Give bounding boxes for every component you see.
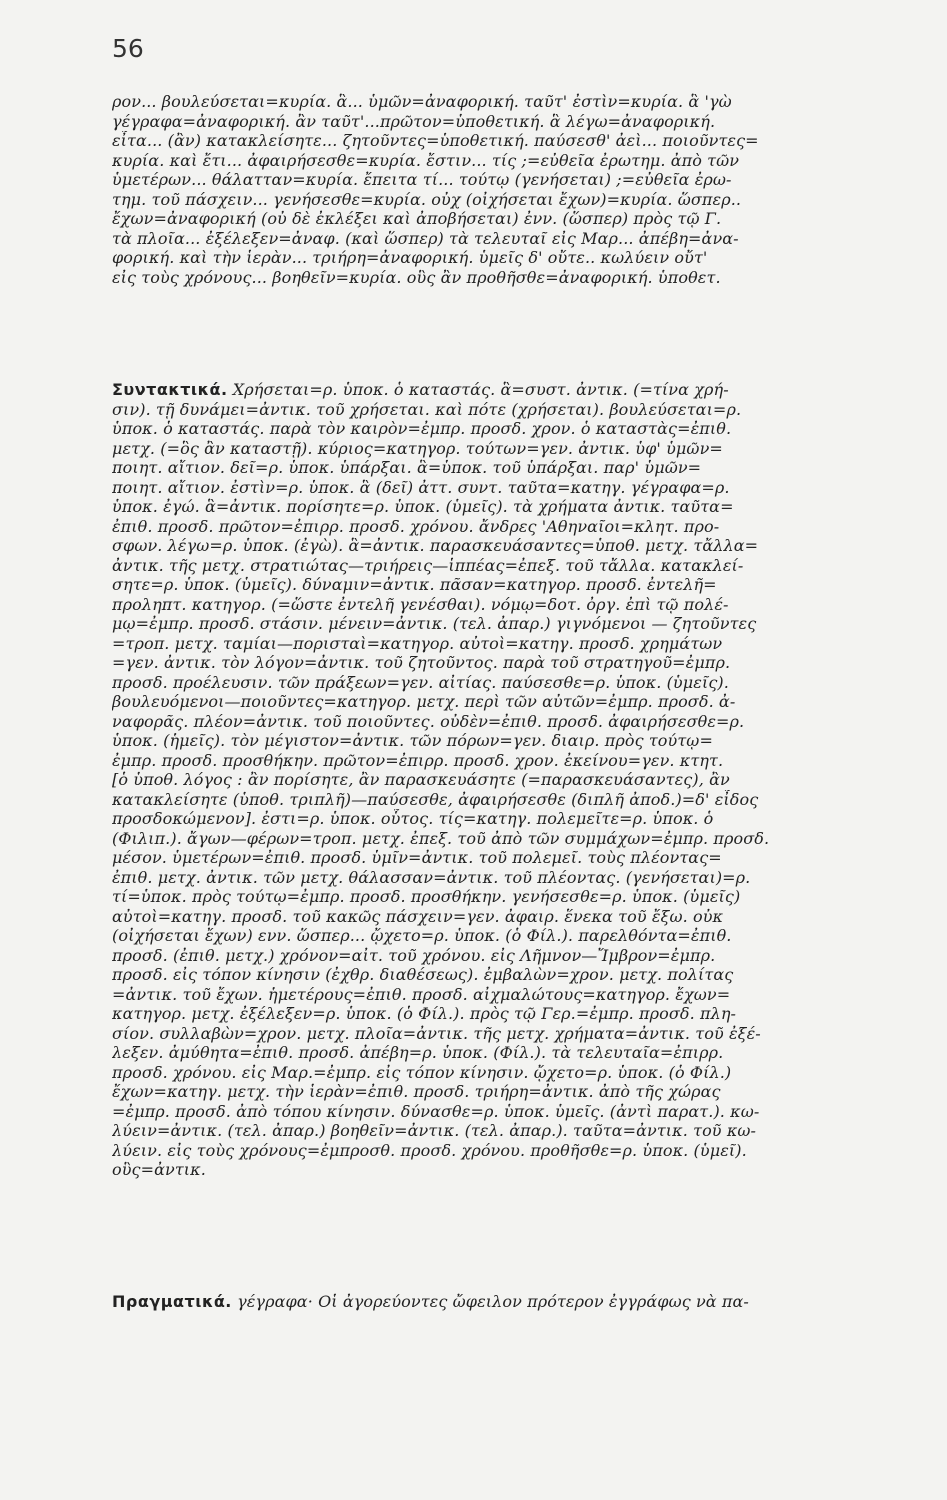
syntax-line: μῳ=ἐμπρ. προσδ. στάσιν. μένειν=ἀντικ. (τελ. ἀπαρ.) γιγνόμενοι — ζητοῦντες	[112, 614, 757, 633]
syntax-line: προσδ. χρόνου. εἰς Μαρ.=ἐμπρ. εἰς τόπον κίνησιν. ᾤχετο=ρ. ὑποκ. (ὁ Φίλ.)	[112, 1062, 732, 1082]
page-number: 56	[112, 34, 144, 63]
syntax-line: κατηγορ. μετχ. ἐξέλεξεν=ρ. ὑποκ. (ὁ Φίλ.). πρὸς τῷ Γερ.=ἐμπρ. προσδ. πλη-	[112, 1004, 737, 1023]
syntax-line: ναφορᾶς. πλέον=ἀντικ. τοῦ ποιοῦντες. οὐδὲν=ἐπιθ. προσδ. ἀφαιρήσεσθε=ρ.	[112, 711, 745, 731]
syntax-line: ἐμπρ. προσδ. προσθήκην. πρῶτον=ἐπιρρ. προσδ. χρον. ἐκείνου=γεν. κτητ.	[112, 750, 724, 770]
pragmatika-heading: Πραγματικά.	[112, 1292, 232, 1311]
analysis-line: εἶτα... (ἂν) κατακλείσητε... ζητοῦντες=ὑποθετική. παύσεσθ' ἀεὶ... ποιοῦντες=	[112, 131, 759, 150]
syntax-line: οὓς=ἀντικ.	[112, 1160, 206, 1179]
syntax-line: προσδ. προέλευσιν. τῶν πράξεων=γεν. αἰτίας. παύσεσθε=ρ. ὑποκ. (ὑμεῖς).	[112, 672, 729, 692]
syntax-line: προσδοκώμενον]. ἐστι=ρ. ὑποκ. οὗτος. τίς=κατηγ. πολεμεῖτε=ρ. ὑποκ. ὁ	[112, 809, 714, 828]
syntax-line: (οἰχήσεται ἔχων) ενν. ὥσπερ... ᾤχετο=ρ. ὑποκ. (ὁ Φίλ.). παρελθόντα=ἐπιθ.	[112, 926, 732, 945]
syntax-line: προσδ. εἰς τόπον κίνησιν (ἐχθρ. διαθέσεως). ἐμβαλὼν=χρον. μετχ. πολίτας	[112, 965, 734, 984]
pragmatika-first-line	[112, 1292, 947, 1312]
syntax-line: [ὁ ὑποθ. λόγος : ἂν πορίσητε, ἂν παρασκευάσητε (=παρασκευάσαντες), ἂν	[112, 770, 730, 789]
syntax-line: ἐπιθ. προσδ. πρῶτον=ἐπιρρ. προσδ. χρόνου. ἄνδρες 'Αθηναῖοι=κλητ. προ-	[112, 516, 720, 536]
syntax-line: =γεν. ἀντικ. τὸν λόγον=ἀντικ. τοῦ ζητοῦντος. παρὰ τοῦ στρατηγοῦ=ἐμπρ.	[112, 653, 731, 672]
analysis-line: ρον... βουλεύσεται=κυρία. ἃ... ὑμῶν=ἀναφορική. ταῦτ' ἐστὶν=κυρία. ἃ 'γὼ	[112, 92, 732, 111]
analysis-line: ὑμετέρων... θάλατταν=κυρία. ἔπειτα τί... τούτῳ (γενήσεται) ;=εὐθεῖα ἐρω-	[112, 170, 732, 189]
paragraph-pragmatika	[112, 1292, 947, 1312]
syntax-line: προληπτ. κατηγορ. (=ὥστε ἐντελῆ γενέσθαι). νόμῳ=δοτ. ὀργ. ἐπὶ τῷ πολέ-	[112, 594, 729, 614]
syntax-line: λύειν=ἀντικ. (τελ. ἀπαρ.) βοηθεῖν=ἀντικ. (τελ. ἀπαρ.). ταῦτα=ἀντικ. τοῦ κω-	[112, 1121, 757, 1140]
syntax-line: ποιητ. αἴτιον. δεῖ=ρ. ὑποκ. ὑπάρξαι. ἃ=ὑποκ. τοῦ ὑπάρξαι. παρ' ὑμῶν=	[112, 458, 702, 477]
syntax-line: =τροπ. μετχ. ταμίαι—πορισταὶ=κατηγορ. αὐτοὶ=κατηγ. προσδ. χρημάτων	[112, 633, 723, 653]
syntax-line: ὑποκ. ἐγώ. ἃ=ἀντικ. πορίσητε=ρ. ὑποκ. (ὑμεῖς). τὰ χρήματα ἀντικ. ταῦτα=	[112, 497, 734, 516]
syntax-line: κατακλείσητε (ὑποθ. τριπλῆ)—παύσεσθε, ἀφαιρήσεσθε (διπλῆ ἀποδ.)=δ' εἶδος	[112, 789, 759, 809]
syntax-line: (Φιλιπ.). ἄγων—φέρων=τροπ. μετχ. ἐπεξ. τοῦ ἀπὸ τῶν συμμάχων=ἐμπρ. προσδ.	[112, 828, 770, 848]
paragraph-syntax	[112, 380, 947, 1180]
pragmatika-line-0: γέγραφα· Οἱ ἀγορεύοντες ὤφειλον πρότερον ἐγγράφως νὰ πα-	[237, 1292, 749, 1311]
syntax-line: ὑποκ. ὁ καταστάς. παρὰ τὸν καιρὸν=ἐμπρ. προσδ. χρον. ὁ καταστὰς=ἐπιθ.	[112, 419, 732, 438]
analysis-line: εἰς τοὺς χρόνους... βοηθεῖν=κυρία. οὓς ἂν προθῆσθε=ἀναφορική. ὑποθετ.	[112, 267, 721, 287]
syntax-line: ποιητ. αἴτιον. ἐστὶν=ρ. ὑποκ. ἃ (δεῖ) ἀττ. συντ. ταῦτα=κατηγ. γέγραφα=ρ.	[112, 477, 730, 497]
syntax-line: μέσον. ὑμετέρων=ἐπιθ. προσδ. ὑμῖν=ἀντικ. τοῦ πολεμεῖ. τοὺς πλέοντας=	[112, 848, 722, 867]
analysis-line: φορική. καὶ τὴν ἱερὰν... τριήρη=ἀναφορική. ὑμεῖς δ' οὔτε.. κωλύειν οὔτ'	[112, 248, 708, 267]
syntax-heading: Συντακτικά.	[112, 380, 228, 399]
syntax-line: σιν). τῇ δυνάμει=ἀντικ. τοῦ χρήσεται. καὶ πότε (χρήσεται). βουλεύσεται=ρ.	[112, 399, 742, 419]
analysis-line: τὰ πλοῖα... ἐξέλεξεν=ἀναφ. (καὶ ὥσπερ) τὰ τελευταῖ εἰς Μαρ... ἀπέβη=ἀνα-	[112, 228, 739, 248]
syntax-line: προσδ. (ἐπιθ. μετχ.) χρόνον=αἰτ. τοῦ χρόνου. εἰς Λῆμνον—Ἴμβρον=ἐμπρ.	[112, 945, 716, 965]
syntax-line: ἔχων=κατηγ. μετχ. τὴν ἱερὰν=ἐπιθ. προσδ. τριήρη=ἀντικ. ἀπὸ τῆς χώρας	[112, 1082, 721, 1101]
syntax-line: σίον. συλλαβὼν=χρον. μετχ. πλοῖα=ἀντικ. τῆς μετχ. χρήματα=ἀντικ. τοῦ ἐξέ-	[112, 1023, 761, 1043]
paragraph-sentence-analysis	[112, 92, 947, 287]
syntax-line: =ἀντικ. τοῦ ἔχων. ἡμετέρους=ἐπιθ. προσδ. αἰχμαλώτους=κατηγορ. ἔχων=	[112, 984, 731, 1004]
syntax-line: μετχ. (=ὃς ἂν καταστῇ). κύριος=κατηγορ. τούτων=γεν. ἀντικ. ὑφ' ὑμῶν=	[112, 438, 723, 458]
analysis-line: ἔχων=ἀναφορική (οὐ δὲ ἐκλέξει καὶ ἀποβήσεται) ἐνν. (ὥσπερ) πρὸς τῷ Γ.	[112, 209, 722, 228]
syntax-line: ἐπιθ. μετχ. ἀντικ. τῶν μετχ. θάλασσαν=ἀντικ. τοῦ πλέοντας. (γενήσεται)=ρ.	[112, 867, 751, 887]
syntax-line: λύειν. εἰς τοὺς χρόνους=ἐμπροσθ. προσδ. χρόνου. προθῆσθε=ρ. ὑποκ. (ὑμεῖ).	[112, 1140, 747, 1160]
syntax-line: σφων. λέγω=ρ. ὑποκ. (ἐγὼ). ἃ=ἀντικ. παρασκευάσαντες=ὑποθ. μετχ. τἄλλα=	[112, 536, 759, 555]
analysis-line: κυρία. καὶ ἔτι... ἀφαιρήσεσθε=κυρία. ἔστιν... τίς ;=εὐθεῖα ἐρωτημ. ἀπὸ τῶν	[112, 150, 740, 170]
syntax-line: σητε=ρ. ὑποκ. (ὑμεῖς). δύναμιν=ἀντικ. πᾶσαν=κατηγορ. προσδ. ἐντελῆ=	[112, 575, 717, 594]
syntax-line: λεξεν. ἀμύθητα=ἐπιθ. προσδ. ἀπέβη=ρ. ὑποκ. (Φίλ.). τὰ τελευταῖα=ἐπιρρ.	[112, 1043, 724, 1062]
syntax-line: =ἐμπρ. προσδ. ἀπὸ τόπου κίνησιν. δύνασθε=ρ. ὑποκ. ὑμεῖς. (ἀντὶ παρατ.). κω-	[112, 1101, 760, 1121]
analysis-line: τημ. τοῦ πάσχειν... γενήσεσθε=κυρία. οὐχ (οἰχήσεται ἔχων)=κυρία. ὥσπερ..	[112, 189, 742, 209]
syntax-line: ἀντικ. τῆς μετχ. στρατιώτας—τριήρεις—ἱππέας=ἐπεξ. τοῦ τἄλλα. κατακλεί-	[112, 555, 744, 575]
syntax-line: τί=ὑποκ. πρὸς τούτῳ=ἐμπρ. προσδ. προσθήκην. γενήσεσθε=ρ. ὑποκ. (ὑμεῖς)	[112, 887, 741, 906]
syntax-line-0: Χρήσεται=ρ. ὑποκ. ὁ καταστάς. ἃ=συστ. ἀντικ. (=τίνα χρή-	[232, 380, 729, 399]
syntax-line: αὐτοὶ=κατηγ. προσδ. τοῦ κακῶς πάσχειν=γεν. ἀφαιρ. ἕνεκα τοῦ ἔξω. οὐκ	[112, 906, 724, 926]
syntax-first-line	[112, 380, 947, 400]
analysis-line: γέγραφα=ἀναφορική. ἂν ταῦτ'...πρῶτον=ὑποθετική. ἃ λέγω=ἀναφορική.	[112, 111, 716, 131]
syntax-line: βουλευόμενοι—ποιοῦντες=κατηγορ. μετχ. περὶ τῶν αὐτῶν=ἐμπρ. προσδ. ἀ-	[112, 692, 736, 711]
syntax-line: ὑποκ. (ἡμεῖς). τὸν μέγιστον=ἀντικ. τῶν πόρων=γεν. διαιρ. πρὸς τούτῳ=	[112, 731, 713, 750]
